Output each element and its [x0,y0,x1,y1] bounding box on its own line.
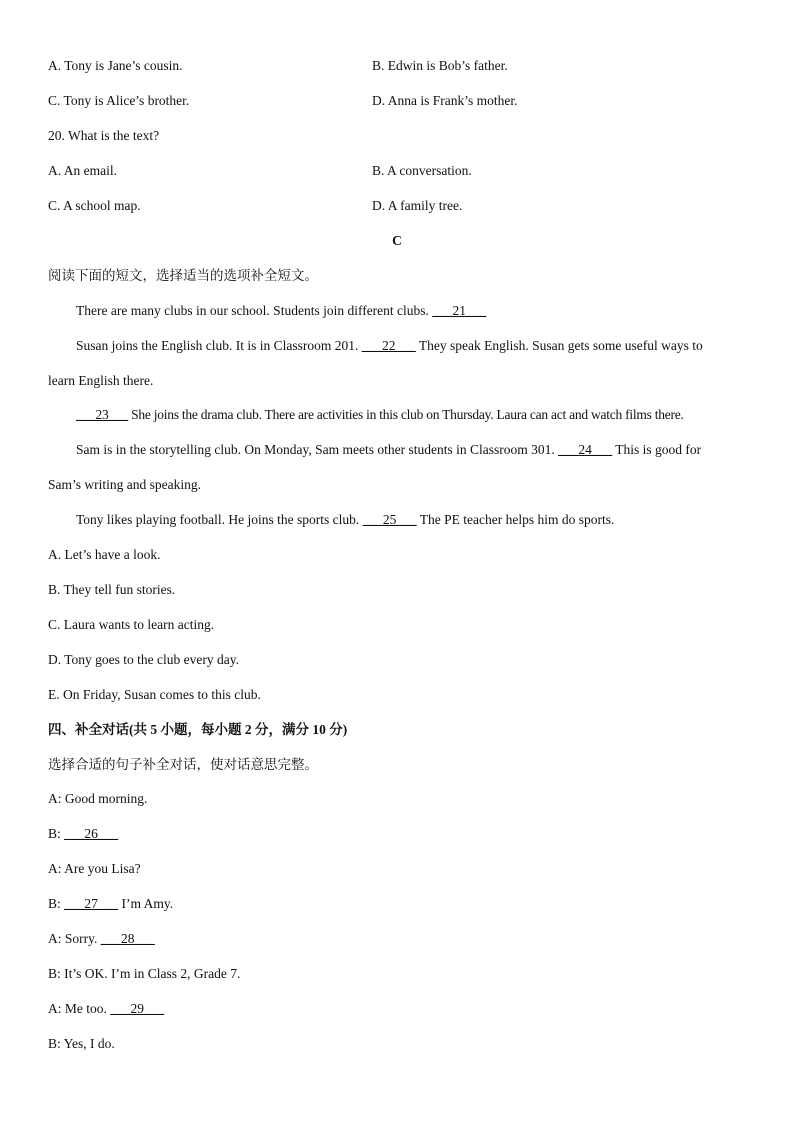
q20-option-a: A. An email. [48,163,117,178]
passage-text: This is good for [612,442,702,457]
section-c-instruction: 阅读下面的短文，选择适当的选项补全短文。 [48,268,318,283]
q19-option-a: A. Tony is Jane’s cousin. [48,58,183,73]
passage-text: They speak English. Susan gets some useful ways to [415,338,703,353]
blank-29: ___29___ [110,1001,165,1016]
passage-text: Susan joins the English club. It is in Classroom 201. [76,338,362,353]
blank-25: ___25___ [362,512,417,527]
passage-paragraph-2-cont: learn English there. [48,373,154,388]
passage-paragraph-4-cont: Sam’s writing and speaking. [48,477,201,492]
section-c-option-a: A. Let’s have a look. [48,547,161,562]
section-c-option-c: C. Laura wants to learn acting. [48,617,215,632]
speaker: B: [48,896,65,911]
q20-option-d: D. A family tree. [372,198,463,213]
q19-option-b: B. Edwin is Bob’s father. [372,58,508,73]
q19-option-d: D. Anna is Frank’s mother. [372,93,518,108]
passage-paragraph-2 [76,337,703,355]
blank-21: ___21___ [432,303,487,318]
blank-24: ___24___ [558,442,613,457]
section-4-heading: 四、补全对话(共 5 小题，每小题 2 分，满分 10 分) [48,722,348,737]
section-4-instruction: 选择合适的句子补全对话，使对话意思完整。 [48,757,318,772]
q19-option-c: C. Tony is Alice’s brother. [48,93,190,108]
dialogue-line-5 [48,930,155,948]
dialogue-text: I’m Amy. [118,896,174,911]
section-c-option-e: E. On Friday, Susan comes to this club. [48,687,261,702]
passage-text: There are many clubs in our school. Students join different clubs. [76,303,433,318]
speaker: B: [48,826,65,841]
blank-28: ___28___ [100,931,155,946]
q20-option-c: C. A school map. [48,198,141,213]
q20-option-b: B. A conversation. [372,163,472,178]
section-c-option-b: B. They tell fun stories. [48,582,176,597]
dialogue-text: A: Sorry. [48,931,101,946]
blank-22: ___22___ [361,338,416,353]
dialogue-line-3: A: Are you Lisa? [48,861,141,876]
dialogue-line-6: B: It’s OK. I’m in Class 2, Grade 7. [48,966,241,981]
dialogue-line-4 [48,895,173,913]
passage-text: She joins the drama club. There are activities in this club on Thursday. Laura can act and watch films there. [128,407,684,422]
passage-text: Tony likes playing football. He joins the sports club. [76,512,363,527]
dialogue-text: A: Me too. [48,1001,111,1016]
passage-paragraph-1 [76,302,486,320]
dialogue-line-2 [48,825,118,843]
section-c-option-d: D. Tony goes to the club every day. [48,652,240,667]
dialogue-line-1: A: Good morning. [48,791,148,806]
passage-text: The PE teacher helps him do sports. [416,512,615,527]
dialogue-line-7 [48,1000,164,1018]
passage-paragraph-4 [76,441,701,459]
section-c-heading: C [392,233,402,248]
passage-paragraph-3 [76,406,684,424]
blank-23: ___23___ [76,407,128,422]
blank-26: ___26___ [64,826,119,841]
dialogue-line-8: B: Yes, I do. [48,1036,115,1051]
q20-question: 20. What is the text? [48,128,160,143]
passage-text: Sam is in the storytelling club. On Monday, Sam meets other students in Classroom 301. [76,442,559,457]
passage-paragraph-5 [76,511,614,529]
blank-27: ___27___ [64,896,119,911]
